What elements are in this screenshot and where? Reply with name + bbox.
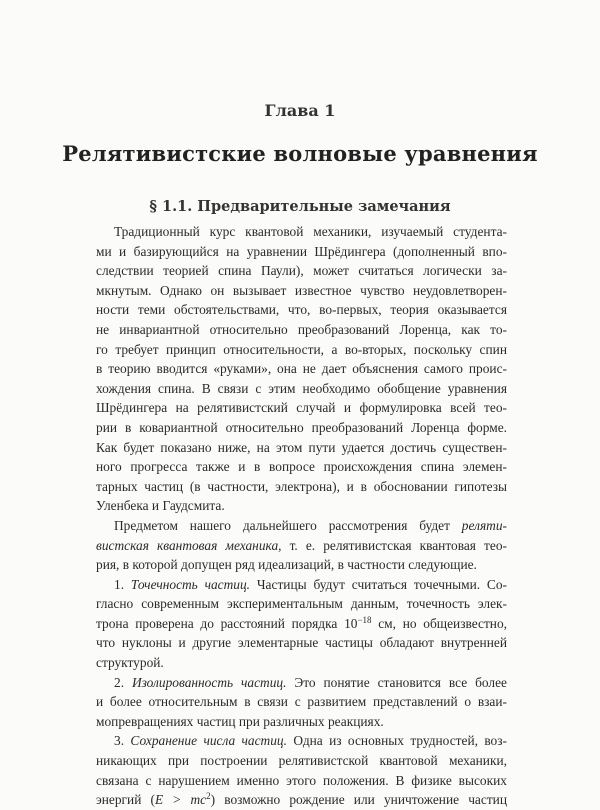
text-line: мкнутым. Однако он вызывает известное чувство неудовлетворен- <box>96 282 507 298</box>
text-line: никающих при построении релятивистской квантовой механики, <box>96 753 507 769</box>
text-line: следствии теорией спина Паули), может считаться логически за- <box>96 263 507 279</box>
text-line: го требует принцип относительности, а во-вторых, поскольку спин <box>96 341 507 357</box>
body-text <box>96 222 507 810</box>
text-line: связана с нарушением именно этого положения. В физике высоких <box>96 772 507 788</box>
text-line: гласно современным экспериментальным данным, точечность элек- <box>96 596 507 612</box>
text-fragment: Частицы будут считаться точечными. Со- <box>250 576 507 592</box>
text-fragment: см, но общеизвестно, <box>371 615 507 631</box>
text-fragment: Это понятие становится все более <box>286 674 507 690</box>
text-line <box>96 790 507 810</box>
item-number: 2. <box>114 674 132 690</box>
text-line: рия, в которой допущен ряд идеализаций, в частности следующие. <box>96 557 477 573</box>
item-term: Изолированность частиц. <box>131 674 287 690</box>
text-line: Традиционный курс квантовой механики, изучаемый студента- <box>114 224 507 239</box>
text-fragment: Предметом нашего дальнейшего рассмотрения будет <box>114 517 462 533</box>
item-term: Сохранение числа частиц. <box>130 733 287 749</box>
chapter-number: Глава 1 <box>264 101 336 120</box>
text-fragment: , т. е. релятивистская квантовая тео- <box>278 537 507 553</box>
text-fragment: трона проверена до расстояний порядка 10 <box>96 615 358 631</box>
text-line <box>96 673 507 693</box>
text-fragment: ) возможно рождение или уничтожение частиц <box>210 792 507 808</box>
item-number: 3. <box>114 733 131 749</box>
text-line <box>96 731 507 751</box>
text-line: структурой. <box>96 655 164 671</box>
section-title: § 1.1. Предварительные замечания <box>149 198 451 215</box>
text-line: рии в ковариантной относительно преобразований Лоренца форме. <box>96 419 507 435</box>
text-line: не инвариантной относительно преобразований Лоренца, как то- <box>96 321 507 337</box>
text-line: в теорию вводится «руками», она не дает объяснения самого проис- <box>96 361 507 377</box>
chapter-title: Релятивистские волновые уравнения <box>62 141 538 166</box>
text-line: Как будет показано ниже, на этом пути удается достичь существен- <box>96 439 507 455</box>
math-expression: E > mc <box>154 792 207 808</box>
text-fragment: Одна из основных трудностей, воз- <box>286 733 507 749</box>
text-line: ности теми обстоятельствами, что, во-первых, теория оказывается <box>96 302 507 318</box>
emphasis: вистская квантовая механика <box>96 537 279 553</box>
text-line <box>96 536 507 556</box>
text-line: и более относительным в связи с развитием представлений о взаи- <box>96 694 507 710</box>
text-line: хождения спина. В связи с этим необходимо обобщение уравнения <box>96 380 507 396</box>
text-line <box>96 516 507 536</box>
text-line <box>96 614 507 634</box>
text-fragment: энергий ( <box>96 792 155 808</box>
text-line: ми и базирующийся на уравнении Шрёдингера (дополненный впо- <box>96 243 507 259</box>
text-line: Шрёдингера на релятивистский случай и формулировка всей тео- <box>96 400 507 416</box>
text-line: что нуклоны и другие элементарные частицы обладают внутренней <box>96 635 507 651</box>
exponent: 2 <box>206 791 211 802</box>
item-number: 1. <box>114 576 131 592</box>
text-line: мопревращениях частиц при различных реакциях. <box>96 713 384 729</box>
text-line: тарных частиц (в частности, электрона), и в обосновании гипотезы <box>96 478 507 494</box>
emphasis: реляти- <box>461 517 507 533</box>
exponent: −18 <box>357 614 372 625</box>
text-line: ного прогресса также и в вопросе происхождения спина элемен- <box>96 459 507 475</box>
item-term: Точечность частиц. <box>130 576 251 592</box>
text-line: Уленбека и Гаудсмита. <box>96 498 225 514</box>
text-line <box>96 575 507 595</box>
